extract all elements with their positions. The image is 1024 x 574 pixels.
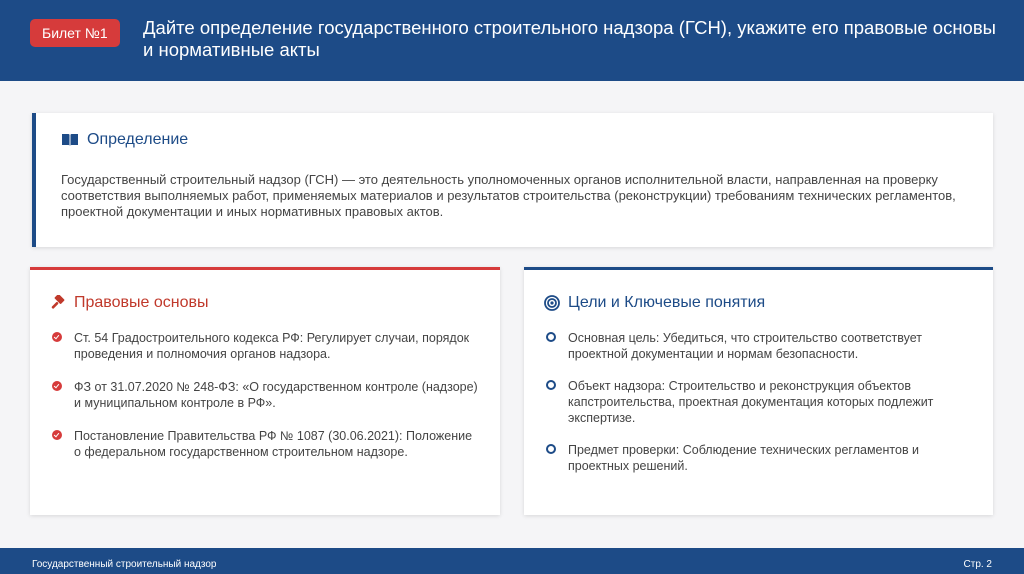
ticket-badge: Билет №1	[30, 19, 120, 47]
goals-header	[544, 294, 765, 312]
definition-heading: Определение	[87, 131, 189, 148]
list-item	[52, 379, 480, 411]
page-title: Дайте определение государственного строительного надзора (ГСН), укажите его правовые основы и нормативные акты	[143, 17, 996, 60]
definition-text: Государственный строительный надзор (ГСН) — это деятельность уполномоченных органов исполнительной власти, направленная на проверку соответствия выполняемых работ, применяемых материалов и результатов строительства (реконструкции) требованиям технических регламентов, проектной документации и иных нормативных правовых актов.	[61, 172, 956, 219]
legal-basis-header	[50, 294, 209, 312]
footer-bar	[0, 548, 1024, 574]
check-badge-icon	[52, 430, 62, 440]
check-badge-icon	[52, 332, 62, 342]
list-item-text: Объект надзора: Строительство и реконструкция объектов капстроительства, проектная документация которых подлежит экспертизе.	[568, 379, 934, 425]
target-icon	[544, 295, 560, 311]
list-item-text: ФЗ от 31.07.2020 № 248-ФЗ: «О государственном контроле (надзоре) и муниципальном контроле в РФ».	[74, 380, 478, 410]
check-badge-icon	[52, 381, 62, 391]
legal-basis-list	[52, 330, 480, 477]
cog-bullet-icon	[546, 444, 556, 454]
goals-heading: Цели и Ключевые понятия	[568, 294, 766, 311]
footer-title: Государственный строительный надзор	[32, 559, 217, 570]
list-item-text: Ст. 54 Градостроительного кодекса РФ: Регулирует случаи, порядок проведения и полномочия органов надзора.	[74, 331, 470, 361]
cog-bullet-icon	[546, 380, 556, 390]
page-number: Стр. 2	[963, 559, 992, 570]
list-item	[546, 330, 973, 362]
legal-basis-heading: Правовые основы	[74, 294, 209, 311]
list-item-text: Постановление Правительства РФ № 1087 (30.06.2021): Положение о федеральном государственном строительном надзоре.	[74, 429, 473, 459]
gavel-icon	[50, 295, 66, 311]
list-item-text: Предмет проверки: Соблюдение технических регламентов и проектных решений.	[568, 443, 920, 473]
list-item	[52, 330, 480, 362]
definition-header	[61, 131, 188, 149]
goals-list	[546, 330, 973, 490]
list-item-text: Основная цель: Убедиться, что строительство соответствует проектной документации и нормам безопасности.	[568, 331, 923, 361]
cog-bullet-icon	[546, 332, 556, 342]
list-item	[52, 428, 480, 460]
list-item	[546, 378, 973, 426]
list-item	[546, 442, 973, 474]
book-icon	[61, 133, 79, 147]
header-bar	[0, 0, 1024, 81]
definition-card	[32, 113, 993, 247]
goals-card	[524, 267, 993, 515]
legal-basis-card	[30, 267, 500, 515]
